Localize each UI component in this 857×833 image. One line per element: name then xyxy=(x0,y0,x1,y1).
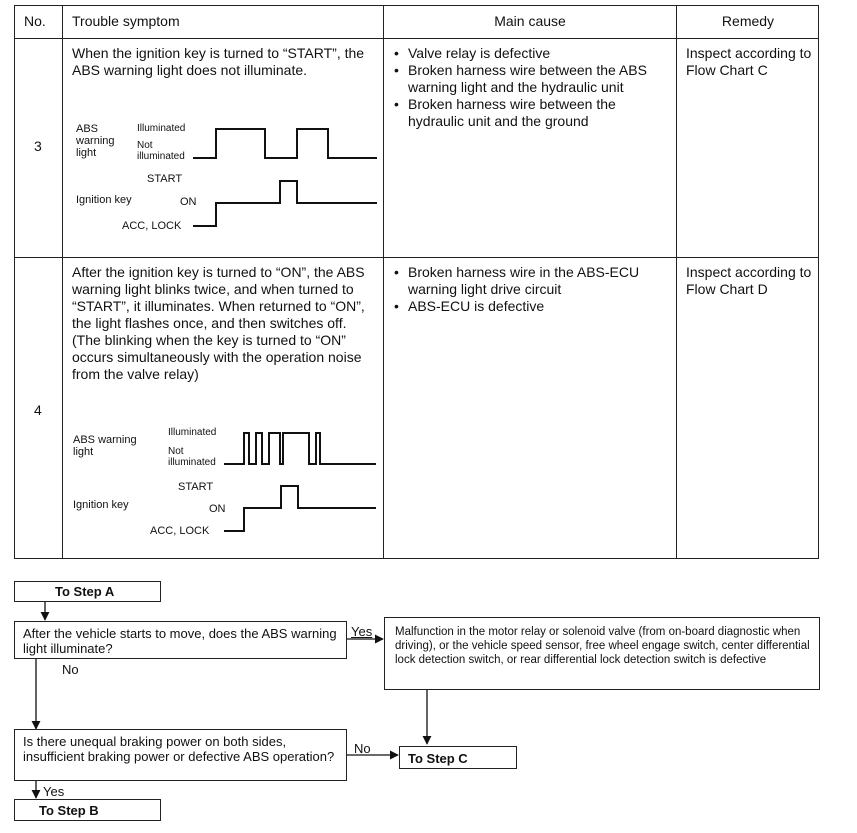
key-label: Ignition key xyxy=(73,499,129,511)
no-label: No xyxy=(62,662,79,677)
no-label: No xyxy=(354,741,371,756)
illuminated-label: Illuminated xyxy=(137,123,186,134)
on-label: ON xyxy=(180,196,197,208)
symptom-text: After the ignition key is turned to “ON”, the ABS warning light blinks twice, and when turned to “START”, it illuminates. When returned to “ON”, the light flashes once, and then switches off. (The blinking when the key is turned to “ON” occurs simultaneously with the operation noise from the valve relay) xyxy=(72,264,365,382)
to-step-c-box: To Step C xyxy=(399,746,517,769)
to-step-b-box: To Step B xyxy=(14,799,161,821)
to-step-a-box: To Step A xyxy=(14,581,161,602)
illuminated-label: Illuminated xyxy=(168,427,217,438)
cause-item: • Valve relay is defective xyxy=(392,45,670,62)
question2-box: Is there unequal braking power on both sides, insufficient braking power or defective ABS operation? xyxy=(14,729,347,781)
yes-label: Yes xyxy=(351,624,373,639)
light-label: ABS warning light xyxy=(73,434,137,458)
start-label: START xyxy=(178,481,214,493)
header-cause: Main cause xyxy=(494,13,566,29)
remedy-text: Inspect according to Flow Chart D xyxy=(686,264,812,297)
acc-lock-label: ACC, LOCK xyxy=(150,525,210,537)
header-symptom: Trouble symptom xyxy=(72,13,180,29)
light-label: ABS warning light xyxy=(76,123,115,159)
header-remedy: Remedy xyxy=(721,13,775,29)
malfunction-box: Malfunction in the motor relay or solenoid valve (from on-board diagnostic when driving), or the vehicle speed sensor, free wheel engage switch, center differential lock detection switch, or rear differential lock detection switch is defective xyxy=(384,617,820,690)
cause-item: • Broken harness wire between the ABS warning light and the hydraulic unit xyxy=(392,62,670,96)
row-number: 3 xyxy=(34,138,42,154)
on-label: ON xyxy=(209,503,226,515)
question1-box: After the vehicle starts to move, does the ABS warning light illuminate? xyxy=(14,621,347,659)
cause-item: • ABS-ECU is defective xyxy=(392,298,670,315)
cause-item: • Broken harness wire between the hydraulic unit and the ground xyxy=(392,96,670,130)
header-no: No. xyxy=(24,13,46,29)
remedy-text: Inspect according to Flow Chart C xyxy=(686,45,812,78)
acc-lock-label: ACC, LOCK xyxy=(122,220,182,232)
key-label: Ignition key xyxy=(76,194,132,206)
symptom-text: When the ignition key is turned to “START”, the ABS warning light does not illuminate. xyxy=(72,45,365,78)
yes-label: Yes xyxy=(43,784,65,799)
start-label: START xyxy=(147,173,183,185)
cause-item: • Broken harness wire in the ABS-ECU warning light drive circuit xyxy=(392,264,670,298)
not-illuminated-label: Not illuminated xyxy=(137,140,185,162)
not-illuminated-label: Not illuminated xyxy=(168,446,216,468)
row-number: 4 xyxy=(34,402,42,418)
